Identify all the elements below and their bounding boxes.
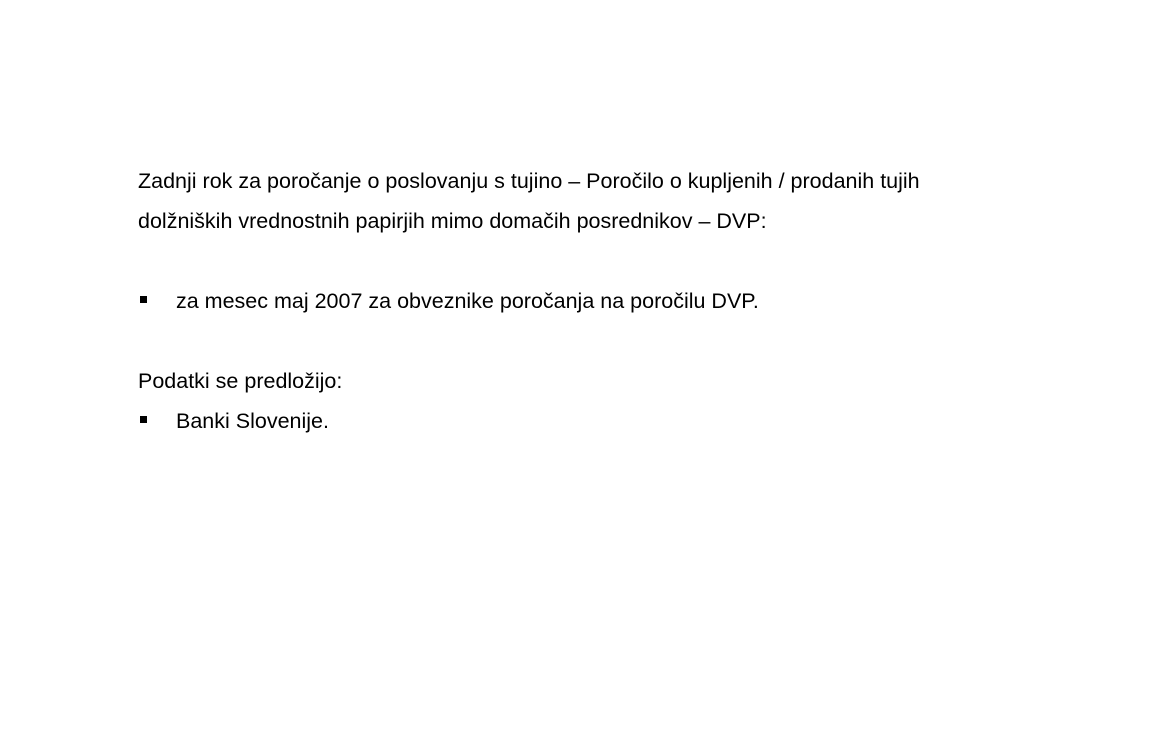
list-item	[138, 281, 1019, 321]
list-item	[138, 401, 1019, 441]
list-item-text: Banki Slovenije.	[176, 409, 329, 433]
square-bullet-icon	[140, 296, 147, 303]
intro-paragraph-line-1: Zadnji rok za poročanje o poslovanju s tujino – Poročilo o kupljenih / prodanih tujih	[138, 169, 920, 193]
document-body	[138, 161, 1019, 441]
submit-heading: Podatki se predložijo:	[138, 369, 343, 393]
spacer	[138, 321, 1019, 361]
square-bullet-icon	[140, 416, 147, 423]
list-item-text: za mesec maj 2007 za obveznike poročanja na poročilu DVP.	[176, 289, 759, 313]
spacer	[138, 241, 1019, 281]
recipient-list	[138, 401, 1019, 441]
intro-paragraph-line-2: dolžniških vrednostnih papirjih mimo domačih posrednikov – DVP:	[138, 209, 767, 233]
deadline-list	[138, 281, 1019, 321]
